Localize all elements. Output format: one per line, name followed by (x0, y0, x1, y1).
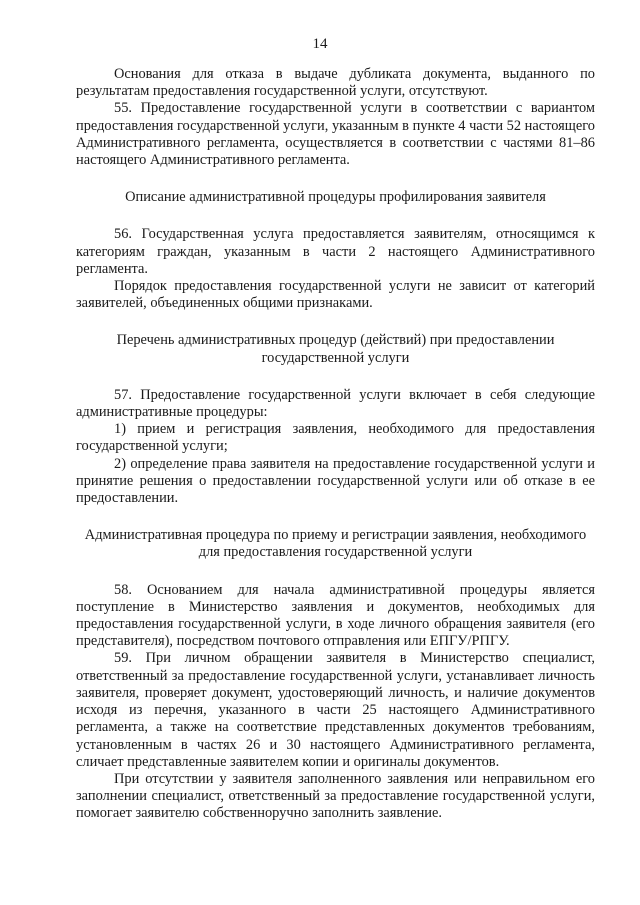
document-body (76, 66, 595, 823)
paragraph-missing-application: При отсутствии у заявителя заполненного заявления или неправильном его заполнении специалист, ответственный за предоставление государственной услуги, помогает заявителю собственноручно заполнить заявление. (76, 770, 595, 822)
paragraph-55: 55. Предоставление государственной услуги в соответствии с вариантом предоставления государственной услуги, указанным в пункте 4 части 52 настоящего Административного регламента, осуществляется в соответствии с частями 81–86 настоящего Административного регламента. (76, 100, 595, 169)
paragraph-57: 57. Предоставление государственной услуги включает в себя следующие административные процедуры: (76, 386, 595, 421)
page-number: 14 (312, 36, 328, 52)
heading-reception-procedure: Административная процедура по приему и регистрации заявления, необходимого для предоставления государственной услуги (84, 527, 587, 561)
paragraph-duplicate-refusal: Основания для отказа в выдаче дубликата документа, выданного по результатам предоставления государственной услуги, отсутствуют. (76, 66, 595, 100)
list-item-2: 2) определение права заявителя на предоставление государственной услуги и принятие решения о предоставлении государственной услуги или об отказе в ее предоставлении. (76, 455, 595, 507)
paragraph-56: 56. Государственная услуга предоставляется заявителям, относящимся к категориям граждан, указанным в части 2 настоящего Административного регламента. (76, 226, 595, 277)
list-item-1: 1) прием и регистрация заявления, необходимого для предоставления государственной услуги; (76, 421, 595, 455)
paragraph-order: Порядок предоставления государственной услуги не зависит от категорий заявителей, объединенных общими признаками. (76, 278, 595, 312)
heading-profiling: Описание административной процедуры профилирования заявителя (125, 189, 546, 206)
heading-procedures-list: Перечень административных процедур (действий) при предоставлении государственной услуги (116, 332, 555, 366)
paragraph-58: 58. Основанием для начала административной процедуры является поступление в Министерство заявления и документов, необходимых для предоставления государственной услуги, в ходе личного обращения заявителя (его представителя), посредством почтового отправления или ЕПГУ/РПГУ. (76, 581, 595, 650)
paragraph-59: 59. При личном обращении заявителя в Министерство специалист, ответственный за предоставление государственной услуги, устанавливает личность заявителя, проверяет документ, удостоверяющий личность, и наличие документов исходя из перечня, указанного в части 25 настоящего Административного регламента, а также на соответствие представленных документов требованиям, установленным в частях 26 и 30 настоящего Административного регламента, сличает представленные заявителем копии и оригиналы документов. (76, 650, 595, 770)
